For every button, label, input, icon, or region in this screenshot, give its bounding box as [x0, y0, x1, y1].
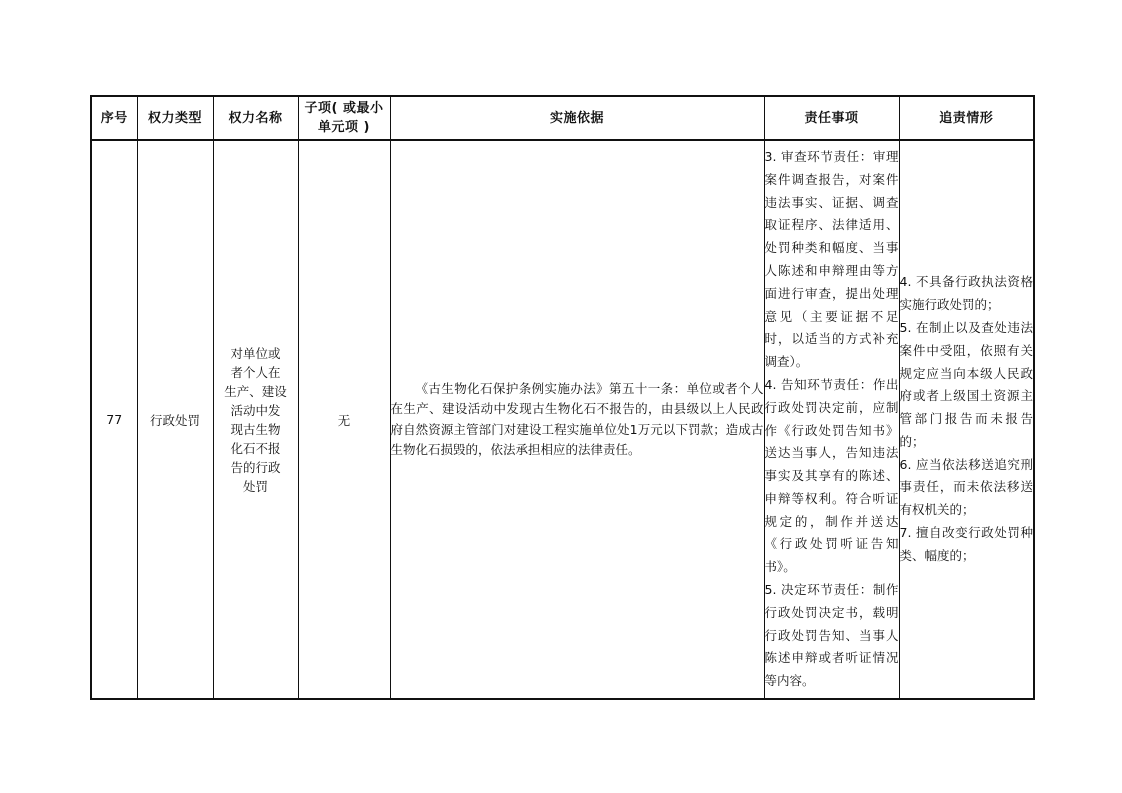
accountability-item: 7. 擅自改变行政处罚种类、幅度的；	[899, 525, 1033, 563]
table-row	[91, 140, 1034, 699]
table-header-row	[91, 96, 1034, 140]
cell-sub-item: 无	[298, 140, 390, 699]
header-power-name: 权力名称	[213, 96, 298, 140]
power-list-table	[90, 95, 1035, 700]
header-sub-item: 子项( 或最小 单元项 )	[298, 96, 390, 140]
header-power-type: 权力类型	[137, 96, 213, 140]
cell-power-name: 对单位或 者个人在 生产、建设 活动中发 现古生物 化石不报 告的行政 处罚	[213, 140, 298, 699]
responsibility-item: 3. 审查环节责任：审理案件调查报告，对案件违法事实、证据、调查取证程序、法律适用、处罚种类和幅度、当事人陈述和申辩理由等方面进行审查，提出处理意见（主要证据不足时，以适当的方式补充调查）。	[764, 148, 899, 370]
header-accountability: 追责情形	[899, 96, 1034, 140]
cell-basis: 《古生物化石保护条例实施办法》第五十一条：单位或者个人在生产、建设活动中发现古生物化石不报告的，由县级以上人民政府自然资源主管部门对建设工程实施单位处1万元以下罚款；造成古生物化石损毁的，依法承担相应的法律责任。	[390, 140, 764, 699]
cell-seq: 77	[91, 140, 137, 699]
responsibility-item: 5. 决定环节责任：制作行政处罚决定书，载明行政处罚告知、当事人陈述申辩或者听证情况等内容。	[764, 582, 899, 689]
cell-power-type: 行政处罚	[137, 140, 213, 699]
responsibility-item: 4. 告知环节责任：作出行政处罚决定前，应制作《行政处罚告知书》送达当事人，告知违法事实及其享有的陈述、申辩等权利。符合听证规定的，制作并送达《行政处罚听证告知书》。	[764, 376, 899, 575]
accountability-item: 5. 在制止以及查处违法案件中受阻，依照有关规定应当向本级人民政府或者上级国土资源主管部门报告而未报告的；	[899, 319, 1033, 449]
accountability-item: 4. 不具备行政执法资格实施行政处罚的；	[899, 274, 1033, 313]
cell-accountability	[899, 140, 1034, 699]
header-seq: 序号	[91, 96, 137, 140]
header-responsibilities: 责任事项	[764, 96, 899, 140]
cell-responsibilities	[764, 140, 899, 699]
header-basis: 实施依据	[390, 96, 764, 140]
accountability-item: 6. 应当依法移送追究刑事责任，而未依法移送有权机关的；	[899, 456, 1033, 518]
